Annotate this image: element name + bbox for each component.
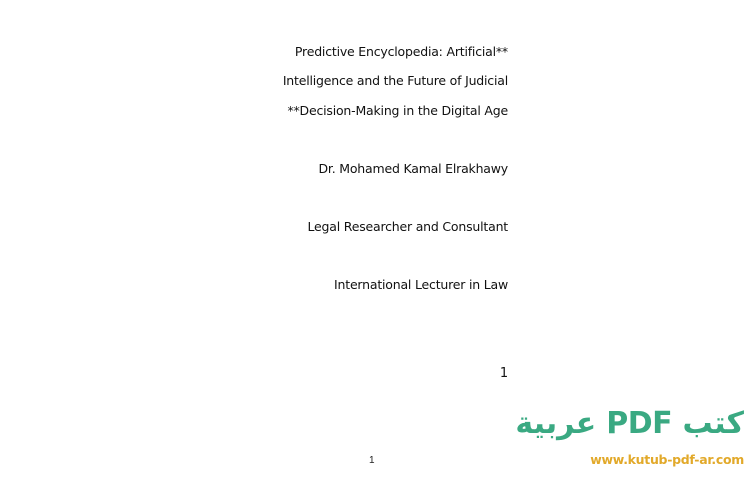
author-role-2: International Lecturer in Law [334, 277, 508, 292]
watermark-url: www.kutub-pdf-ar.com [590, 452, 744, 467]
inline-page-number: 1 [499, 366, 508, 381]
footer-page-number: 1 [369, 455, 375, 466]
title-line-3: **Decision-Making in the Digital Age [287, 103, 508, 118]
watermark-logo [515, 404, 746, 476]
watermark-title: كتب PDF عربية [515, 406, 744, 441]
title-line-2: Intelligence and the Future of Judicial [282, 73, 508, 88]
title-line-1: Predictive Encyclopedia: Artificial** [294, 44, 508, 59]
author-name: Dr. Mohamed Kamal Elrakhawy [318, 161, 508, 176]
author-role-1: Legal Researcher and Consultant [307, 219, 508, 234]
